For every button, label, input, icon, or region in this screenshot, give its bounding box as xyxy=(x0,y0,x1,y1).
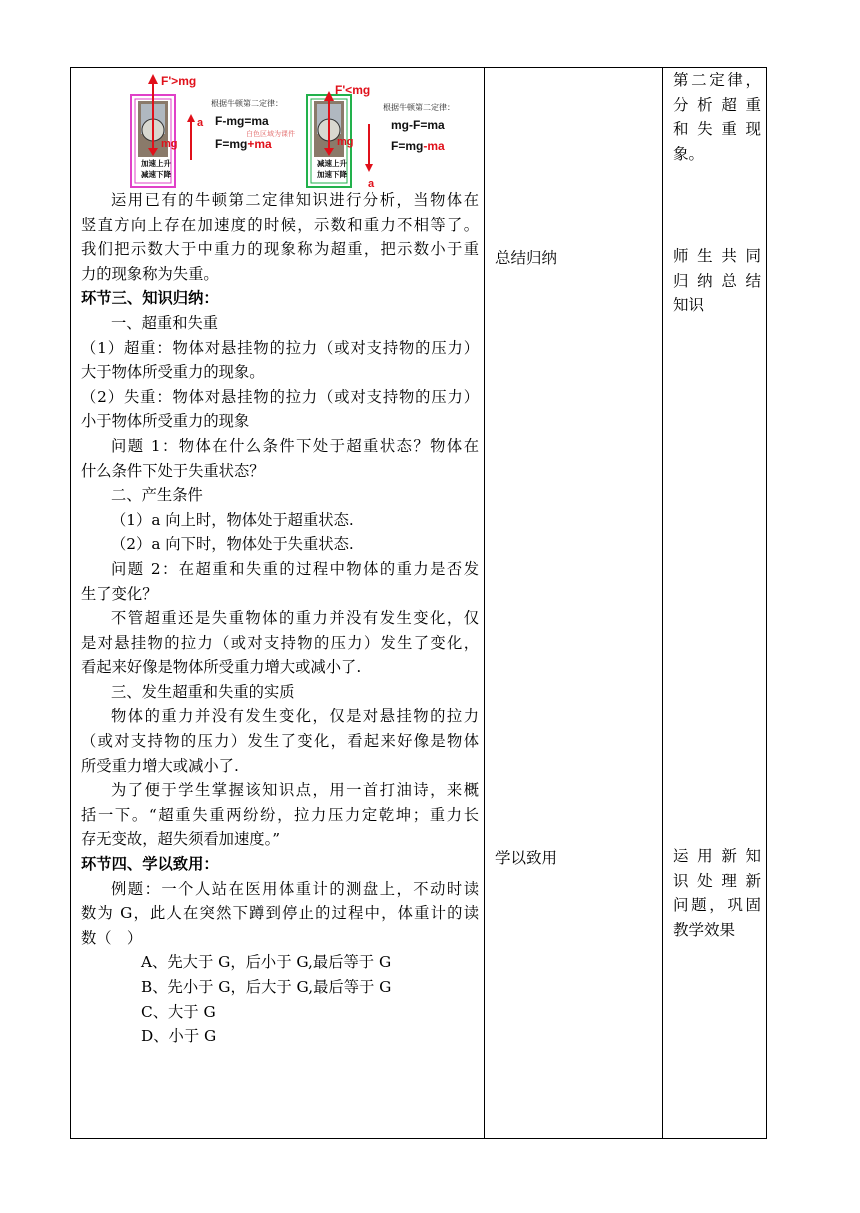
teaching-content-text xyxy=(81,188,479,1049)
text-line: 竖直方向上存在加速度的时候，示数和重力不相等了。 xyxy=(81,215,479,234)
section-heading: 环节四、学以致用： xyxy=(81,855,219,874)
teaching-content-column xyxy=(81,68,479,1046)
text-line: 一、超重和失重 xyxy=(111,313,219,332)
text-line: 运用已有的牛顿第二定律知识进行分析，当物体在 xyxy=(111,191,479,209)
intent-2-line-3: 知识 xyxy=(673,296,705,315)
left-law-title: 根据牛顿第二定律： xyxy=(211,99,283,108)
scale-diagram xyxy=(121,68,481,188)
left-equation-1: F-mg=ma xyxy=(215,114,269,128)
text-line: 什么条件下处于失重状态？ xyxy=(81,461,265,480)
intent-1-line-3: 和失重现 xyxy=(673,120,761,139)
text-line: B、先小于 G，后大于 G,最后等于 G xyxy=(141,978,392,996)
right-accel-arrowhead xyxy=(365,164,373,172)
intent-3-line-2: 识处理新 xyxy=(673,871,761,890)
text-line: 小于物体所受重力的现象 xyxy=(81,412,250,431)
text-line: 问题 2：在超重和失重的过程中物体的重力是否发 xyxy=(111,559,479,578)
watermark-text: 白色区域为课件 xyxy=(246,131,295,138)
intent-1-line-1: 第二定律， xyxy=(673,71,761,89)
text-line: 看起来好像是物体所受重力增大或减小了. xyxy=(81,658,362,677)
intent-2-line-2: 归纳总结 xyxy=(673,271,761,290)
text-line: 是对悬挂物的拉力（或对支持物的压力）发生了变化， xyxy=(81,633,479,652)
right-a-label: a xyxy=(368,178,375,188)
overweight-underweight-figure xyxy=(81,68,479,188)
text-line: 存无变故，超失须看加速度。” xyxy=(81,830,281,849)
text-line: C、大于 G xyxy=(141,1002,216,1021)
left-caption-2: 减速下降 xyxy=(141,170,171,179)
text-line: （1）a 向上时，物体处于超重状态. xyxy=(111,510,354,529)
left-equation-2: F=mg+ma xyxy=(215,137,272,151)
intent-block-1 xyxy=(673,68,761,166)
column-divider-1 xyxy=(484,68,485,1138)
text-line: D、小于 G xyxy=(141,1027,217,1046)
intent-1-line-2: 分析超重 xyxy=(673,95,761,114)
text-line: 所受重力增大或减小了. xyxy=(81,756,239,775)
left-a-label: a xyxy=(197,117,204,129)
text-line: 力的现象称为失重。 xyxy=(81,264,219,283)
text-line: 三、发生超重和失重的实质 xyxy=(111,682,295,701)
right-equation-2: F=mg-ma xyxy=(391,139,445,153)
intent-3-line-4: 教学效果 xyxy=(673,920,736,939)
text-line: （2）失重：物体对悬挂物的拉力（或对支持物的压力） xyxy=(81,387,479,406)
text-line: A、先大于 G，后小于 G,最后等于 G xyxy=(141,953,392,972)
right-caption-2: 加速下降 xyxy=(317,170,347,179)
text-line: 不管超重还是失重物体的重力并没有发生变化，仅 xyxy=(111,609,479,628)
text-line: 数（ ） xyxy=(81,928,143,947)
right-panel xyxy=(307,83,455,188)
right-mg-label: mg xyxy=(337,136,354,148)
left-caption-1: 加速上升 xyxy=(141,159,171,168)
intent-block-3 xyxy=(673,844,761,942)
left-force-arrowhead xyxy=(148,74,158,84)
text-line: 大于物体所受重力的现象。 xyxy=(81,363,265,382)
lesson-table xyxy=(70,67,767,1139)
stage-summary-label: 总结归纳 xyxy=(495,249,558,267)
section-heading: 环节三、知识归纳： xyxy=(81,289,219,308)
text-line: 二、产生条件 xyxy=(111,486,203,505)
intent-3-line-1: 运用新知 xyxy=(673,847,761,865)
text-line: 生了变化？ xyxy=(81,584,158,603)
text-line: 物体的重力并没有发生变化，仅是对悬挂物的拉力 xyxy=(111,707,479,726)
text-line: （2）a 向下时，物体处于失重状态. xyxy=(111,535,354,554)
text-line: （或对支持物的压力）发生了变化，看起来好像是物体 xyxy=(81,732,479,751)
left-force-label: F'>mg xyxy=(161,74,197,88)
text-line: 括一下。“超重失重两纷纷，拉力压力定乾坤；重力长 xyxy=(81,805,479,824)
text-line: 问题 1：物体在什么条件下处于超重状态？物体在 xyxy=(111,436,479,455)
text-line: 例题：一个人站在医用体重计的测盘上，不动时读 xyxy=(111,879,479,898)
right-equation-1: mg-F=ma xyxy=(391,118,445,132)
right-law-title: 根据牛顿第二定律： xyxy=(383,103,455,112)
right-force-label: F'<mg xyxy=(335,83,371,97)
left-accel-arrowhead xyxy=(187,114,195,122)
column-divider-2 xyxy=(662,68,663,1138)
intent-block-2 xyxy=(673,244,761,318)
intent-2-line-1: 师生共同 xyxy=(673,247,761,265)
intent-3-line-3: 问题，巩固 xyxy=(673,896,761,915)
text-line: 我们把示数大于中重力的现象称为超重，把示数小于重 xyxy=(81,240,479,259)
text-line: 为了便于学生掌握该知识点，用一首打油诗，来概 xyxy=(111,781,479,800)
stage-apply-label: 学以致用 xyxy=(495,849,558,867)
text-line: 数为 G，此人在突然下蹲到停止的过程中，体重计的读 xyxy=(81,904,479,923)
intent-1-line-4: 象。 xyxy=(673,144,705,163)
text-line: （1）超重：物体对悬挂物的拉力（或对支持物的压力） xyxy=(81,338,479,357)
right-caption-1: 减速上升 xyxy=(317,159,347,168)
left-mg-label: mg xyxy=(161,138,178,150)
